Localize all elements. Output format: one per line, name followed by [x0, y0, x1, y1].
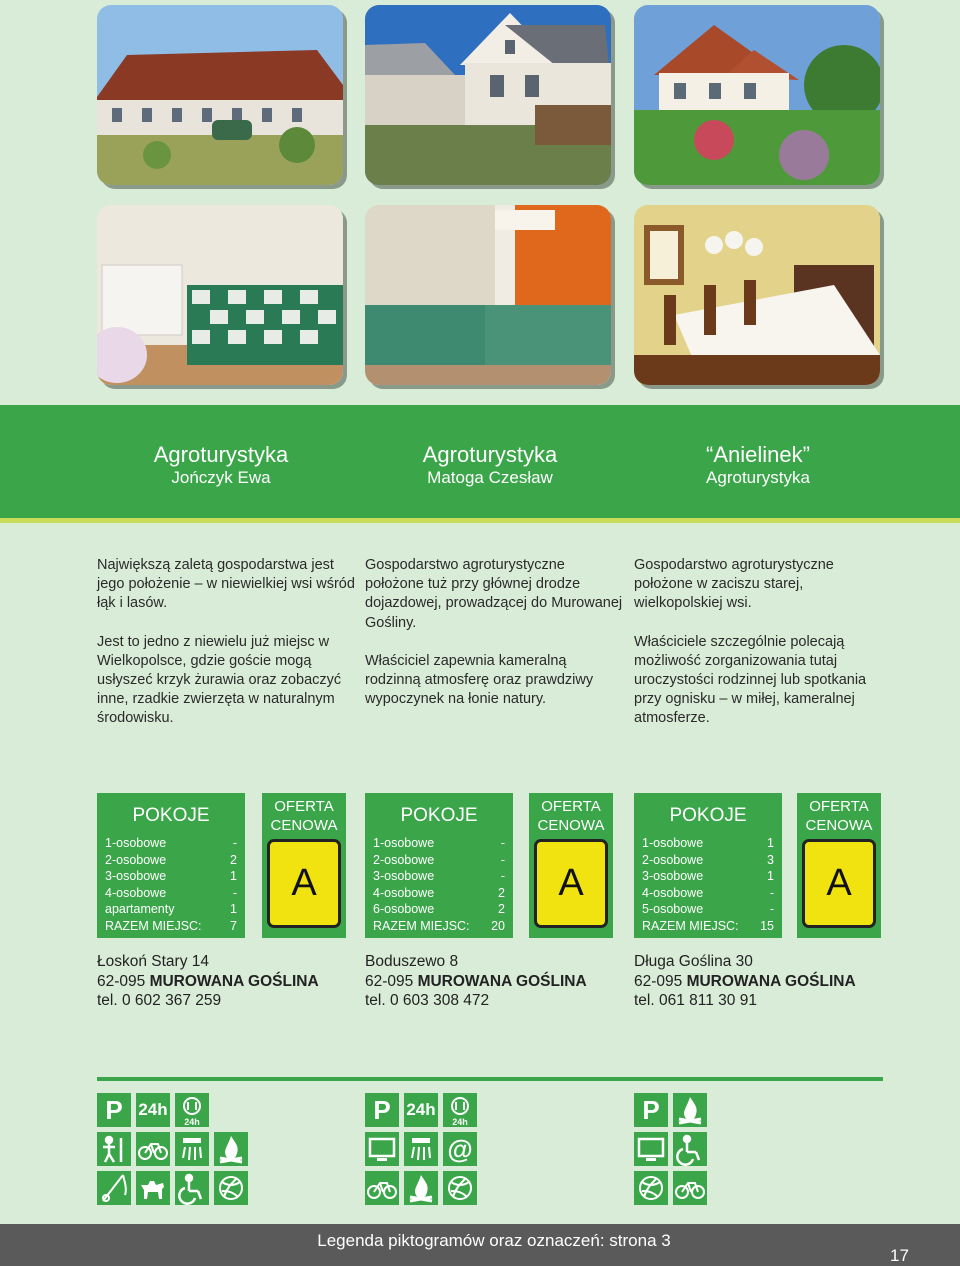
pets-allowed-icon — [136, 1171, 170, 1205]
rooms-row — [105, 868, 237, 885]
room-type-label: 3-osobowe — [373, 869, 435, 883]
room-count: - — [232, 836, 237, 850]
room-count: - — [769, 902, 774, 916]
rooms-row — [373, 901, 505, 918]
room-count: 3 — [767, 852, 774, 867]
col1-description — [97, 556, 355, 748]
room-type-label: 4-osobowe — [105, 885, 167, 900]
description-paragraph: Właściciel zapewnia kameralną rodzinną atmosferę oraz prawdziwy wypoczynek na łonie natury. — [365, 652, 594, 708]
disabled-access-icon — [673, 1132, 707, 1166]
col2-description — [365, 556, 623, 728]
phone: tel. 061 811 30 91 — [634, 992, 757, 1009]
bicycle-icon — [136, 1132, 170, 1166]
rooms-title: POKOJE — [132, 805, 210, 826]
offer-title: OFERTA CENOWA — [537, 798, 605, 834]
rooms-row — [105, 918, 237, 935]
rooms-row — [642, 868, 774, 885]
rooms-row — [105, 885, 237, 902]
bicycle-icon — [673, 1171, 707, 1205]
description-paragraph: Gospodarstwo agroturystyczne położone tuż przy głównej drodze dojazdowej, prowadzącej do Murowanej Gośliny. — [365, 557, 623, 631]
volleyball-icon — [634, 1171, 668, 1205]
tv-icon — [634, 1132, 668, 1166]
description-paragraph: Właściciele szczególnie polecają możliwość zorganizowania tutaj uroczystości rodzinnej lub spotkania przy ognisku – w miłej, kameralnej atmosferze. — [634, 633, 867, 727]
photo-room-2 — [365, 205, 611, 385]
col3-heading — [633, 442, 883, 488]
offer-title: OFERTA CENOWA — [805, 798, 873, 834]
svg-text:24h: 24h — [184, 1117, 200, 1127]
offer-title: OFERTA CENOWA — [270, 798, 338, 834]
parking-icon: P — [97, 1093, 131, 1127]
internet-icon: @ — [443, 1132, 477, 1166]
room-type-label: 3-osobowe — [642, 869, 704, 883]
disabled-access-icon — [175, 1171, 209, 1205]
col3-rooms-table — [634, 793, 782, 938]
bicycle-icon — [365, 1171, 399, 1205]
room-type-label: apartamenty — [105, 902, 175, 916]
legend-link[interactable]: Legenda piktogramów oraz oznaczeń: strona 3 — [317, 1231, 671, 1250]
room-type-label: 1-osobowe — [642, 836, 704, 850]
24h-service-icon: 24h — [136, 1093, 170, 1127]
room-count: 1 — [230, 902, 237, 916]
room-count: - — [500, 836, 505, 850]
col1-title: Agroturystyka — [153, 442, 289, 467]
page-number: 17 — [890, 1246, 909, 1265]
col1-address — [97, 952, 357, 1011]
col1-price-offer — [262, 793, 346, 938]
street: Boduszewo 8 — [365, 953, 459, 970]
room-count: 1 — [230, 869, 237, 883]
street: Łoskoń Stary 14 — [97, 953, 210, 970]
room-type-label: RAZEM MIEJSC: — [642, 918, 739, 933]
rooms-row — [642, 901, 774, 918]
room-count: - — [232, 885, 237, 900]
room-type-label: 2-osobowe — [373, 852, 435, 867]
shower-icon — [175, 1132, 209, 1166]
col1-subtitle: Jończyk Ewa — [171, 468, 271, 487]
tv-icon — [365, 1132, 399, 1166]
rooms-row — [373, 868, 505, 885]
room-count: 15 — [760, 918, 774, 933]
bonfire-icon — [214, 1132, 248, 1166]
room-type-label: 3-osobowe — [105, 869, 167, 883]
photo-room-1 — [97, 205, 343, 385]
restaurant-24h-icon — [175, 1093, 209, 1127]
parking-icon: P — [365, 1093, 399, 1127]
fishing-icon — [97, 1171, 131, 1205]
parking-icon: P — [634, 1093, 668, 1127]
bonfire-icon — [404, 1171, 438, 1205]
col2-subtitle: Matoga Czesław — [427, 468, 553, 487]
col2-title: Agroturystyka — [422, 442, 558, 467]
room-type-label: 6-osobowe — [373, 902, 435, 916]
col3-price-offer — [797, 793, 881, 938]
col3-address — [634, 952, 894, 1011]
col1-rooms-table — [97, 793, 245, 938]
room-count: 2 — [498, 902, 505, 916]
col2-rooms-table — [365, 793, 513, 938]
description-paragraph: Gospodarstwo agroturystyczne położone w zaciszu starej, wielkopolskiej wsi. — [634, 557, 834, 612]
photo-house-3 — [634, 5, 880, 185]
shower-icon — [404, 1132, 438, 1166]
price-grade-badge: A — [267, 839, 341, 928]
col2-heading — [365, 442, 615, 488]
description-paragraph: Jest to jedno z niewielu już miejsc w Wielkopolsce, gdzie goście mogą usłyszeć krzyk żurawia oraz zobaczyć inne, rzadkie zwierzęta w naturalnym środowisku. — [97, 633, 342, 727]
col2-price-offer — [529, 793, 613, 938]
postcode: 62-095 — [365, 972, 414, 990]
room-type-label: 4-osobowe — [642, 885, 704, 900]
restaurant-24h-icon — [443, 1093, 477, 1127]
rooms-row — [373, 835, 505, 852]
room-count: - — [500, 852, 505, 867]
street: Długa Goślina 30 — [634, 953, 753, 970]
postcode: 62-095 — [97, 972, 146, 990]
room-type-label: 2-osobowe — [642, 852, 704, 867]
photo-house-1 — [97, 5, 343, 185]
rooms-row — [105, 852, 237, 869]
room-type-label: 5-osobowe — [642, 902, 704, 916]
rooms-row — [373, 918, 505, 935]
svg-text:24h: 24h — [452, 1117, 468, 1127]
room-count: 7 — [230, 918, 237, 933]
col2-address — [365, 952, 625, 1011]
price-grade-badge: A — [802, 839, 876, 928]
room-type-label: 1-osobowe — [105, 836, 167, 850]
rooms-row — [642, 885, 774, 902]
col1-heading — [96, 442, 346, 488]
24h-service-icon: 24h — [404, 1093, 438, 1127]
rooms-row — [642, 918, 774, 935]
rooms-row — [642, 835, 774, 852]
rooms-row — [373, 885, 505, 902]
room-count: - — [500, 869, 505, 883]
postcode: 62-095 — [634, 972, 683, 990]
city: MUROWANA GOŚLINA — [417, 972, 587, 990]
room-count: 2 — [498, 885, 505, 900]
room-count: 1 — [767, 869, 774, 883]
room-type-label: 1-osobowe — [373, 836, 435, 850]
rooms-title: POKOJE — [400, 805, 478, 826]
rooms-row — [105, 835, 237, 852]
volleyball-icon — [443, 1171, 477, 1205]
phone: tel. 0 602 367 259 — [97, 992, 222, 1009]
photo-room-3 — [634, 205, 880, 385]
room-type-label: 4-osobowe — [373, 885, 435, 900]
room-type-label: RAZEM MIEJSC: — [105, 918, 202, 933]
room-count: - — [769, 885, 774, 900]
col3-title: “Anielinek” — [706, 442, 810, 467]
bonfire-icon — [673, 1093, 707, 1127]
photo-house-2 — [365, 5, 611, 185]
phone: tel. 0 603 308 472 — [365, 992, 490, 1009]
volleyball-icon — [214, 1171, 248, 1205]
room-count: 20 — [491, 918, 505, 933]
price-grade-badge: A — [534, 839, 608, 928]
footer-bar — [0, 1224, 960, 1266]
rooms-row — [642, 852, 774, 869]
rooms-row — [105, 901, 237, 918]
city: MUROWANA GOŚLINA — [686, 972, 856, 990]
children-playground-icon — [97, 1132, 131, 1166]
divider — [97, 1077, 883, 1081]
room-count: 2 — [230, 852, 237, 867]
room-type-label: 2-osobowe — [105, 852, 167, 867]
col3-description — [634, 556, 892, 748]
col3-subtitle: Agroturystyka — [706, 468, 810, 487]
room-count: 1 — [767, 836, 774, 850]
rooms-title: POKOJE — [669, 805, 747, 826]
rooms-row — [373, 852, 505, 869]
room-type-label: RAZEM MIEJSC: — [373, 918, 470, 933]
description-paragraph: Największą zaletą gospodarstwa jest jego położenie – w niewielkiej wsi wśród łąk i lasów. — [97, 557, 355, 612]
city: MUROWANA GOŚLINA — [149, 972, 319, 990]
